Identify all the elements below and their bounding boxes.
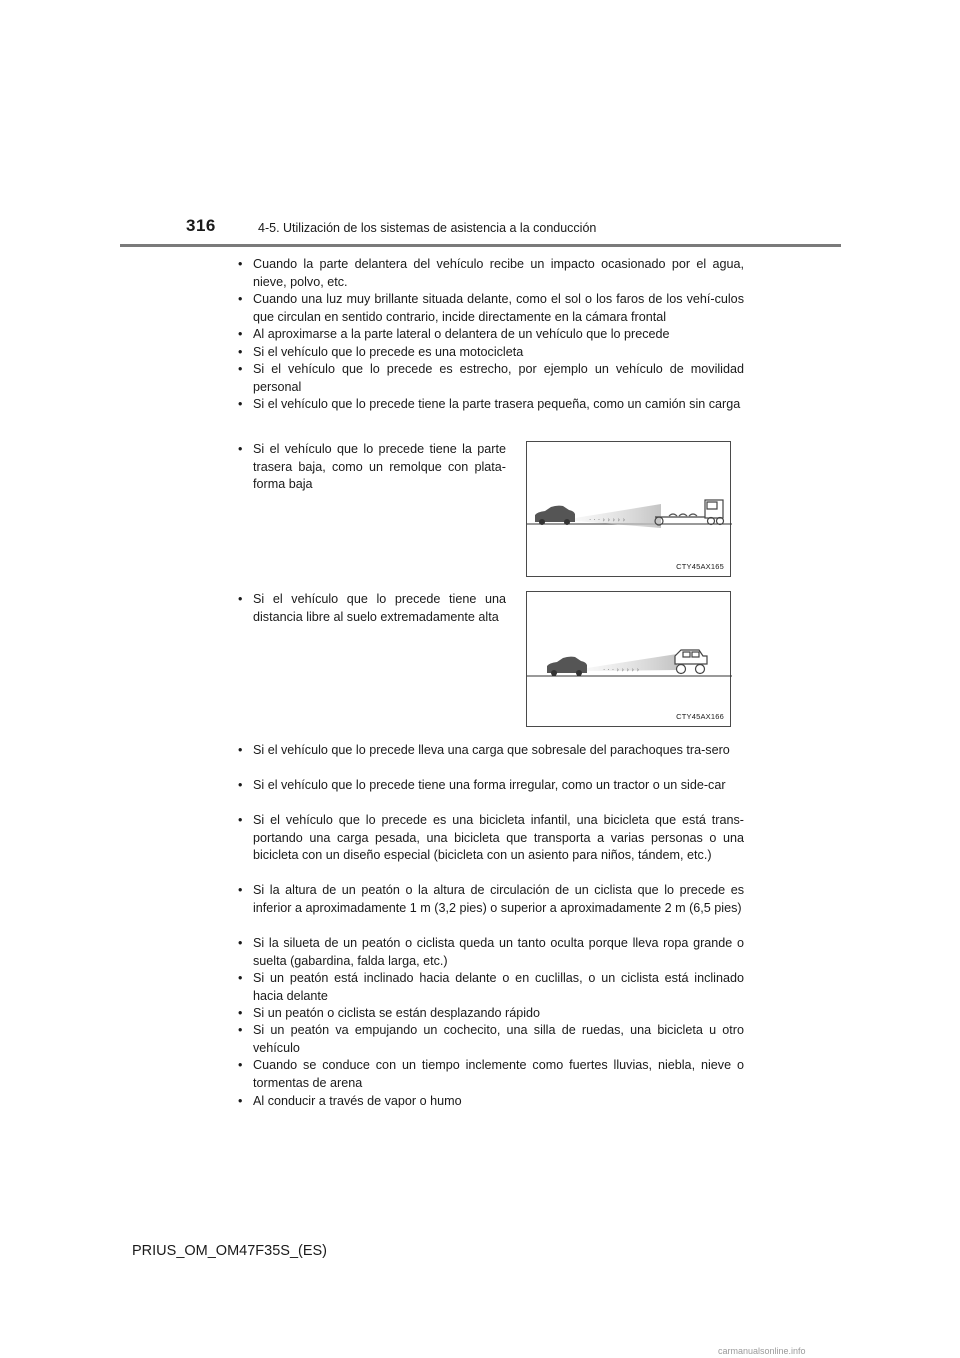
figure-code: CTY45AX166	[676, 712, 724, 721]
list-item: • Cuando se conduce con un tiempo inclemente como fuertes lluvias, niebla, nieve o tormentas de arena	[236, 1057, 744, 1092]
list-item: • Si el vehículo que lo precede es una bicicleta infantil, una bicicleta que está trans-portando una carga pesada, una bicicleta que transporta a varias personas o una bicicleta con un diseño especial (bicicleta con un asiento para niños, tándem, etc.)	[236, 812, 744, 865]
list-item: • Si un peatón está inclinado hacia delante o en cuclillas, o un ciclista está inclinado hacia delante	[236, 970, 744, 1005]
section-title: 4-5. Utilización de los sistemas de asistencia a la conducción	[258, 221, 597, 235]
list-item: • Si el vehículo que lo precede tiene una distancia libre al suelo extremadamente alta	[236, 591, 506, 626]
truck-trailer-icon	[655, 500, 724, 525]
list-item: • Cuando la parte delantera del vehículo recibe un impacto ocasionado por el agua, nieve, polvo, etc.	[236, 256, 744, 291]
svg-text:· · · › › › › ›: · · · › › › › ›	[603, 666, 640, 674]
list-item: • Si el vehículo que lo precede es estrecho, por ejemplo un vehículo de movilidad personal	[236, 361, 744, 396]
list-item: • Si el vehículo que lo precede tiene la parte trasera baja, como un remolque con plata-forma baja	[236, 441, 506, 494]
suv-icon	[675, 650, 707, 674]
list-item: • Al conducir a través de vapor o humo	[236, 1093, 744, 1111]
figure-high-clearance	[526, 591, 731, 727]
list-item: • Si la altura de un peatón o la altura de circulación de un ciclista que lo precede es inferior a aproximadamente 1 m (3,2 pies) o superior a aproximadamente 2 m (6,5 pies)	[236, 882, 744, 917]
list-item: • Al aproximarse a la parte lateral o delantera de un vehículo que lo precede	[236, 326, 744, 344]
low-trailer-illustration	[527, 442, 732, 578]
high-clearance-illustration	[527, 592, 732, 728]
list-item: • Si el vehículo que lo precede lleva una carga que sobresale del parachoques tra-sero	[236, 742, 744, 760]
document-id: PRIUS_OM_OM47F35S_(ES)	[132, 1243, 328, 1259]
list-item: • Si el vehículo que lo precede tiene una forma irregular, como un tractor o un side-car	[236, 777, 744, 795]
header-rule	[120, 244, 841, 247]
figure-code: CTY45AX165	[676, 562, 724, 571]
watermark: carmanualsonline.info	[718, 1346, 806, 1356]
list-item: • Si un peatón o ciclista se están desplazando rápido	[236, 1005, 744, 1023]
figure-low-trailer	[526, 441, 731, 577]
list-item: • Si el vehículo que lo precede es una motocicleta	[236, 344, 744, 362]
list-item: • Si un peatón va empujando un cochecito, una silla de ruedas, una bicicleta u otro vehículo	[236, 1022, 744, 1057]
page-number: 316	[186, 216, 216, 235]
sedan-icon	[535, 506, 575, 525]
list-item: • Cuando una luz muy brillante situada delante, como el sol o los faros de los vehí-culos que circulan en sentido contrario, incide directamente en la cámara frontal	[236, 291, 744, 326]
list-item: • Si la silueta de un peatón o ciclista queda un tanto oculta porque lleva ropa grande o suelta (gabardina, falda larga, etc.)	[236, 935, 744, 970]
svg-text:· · · › › › › ›: · · · › › › › ›	[589, 516, 626, 524]
list-item: • Si el vehículo que lo precede tiene la parte trasera pequeña, como un camión sin carga	[236, 396, 744, 414]
sedan-icon	[547, 657, 587, 676]
